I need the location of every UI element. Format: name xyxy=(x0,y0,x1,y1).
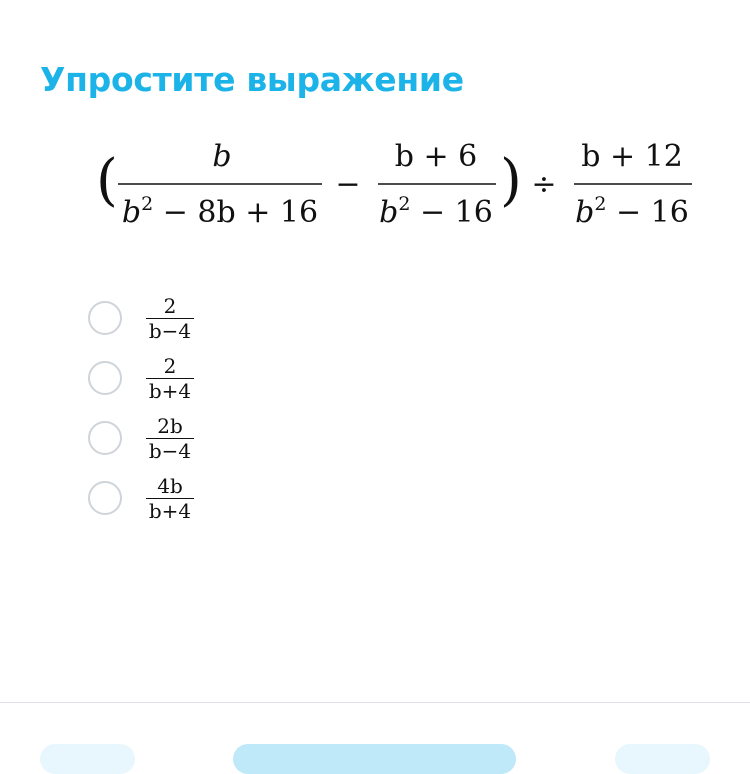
option-fraction xyxy=(146,355,194,402)
option-denominator: b−4 xyxy=(148,318,192,343)
frac3-denominator: $b^2 - 16$ xyxy=(575,193,689,230)
option-fraction xyxy=(146,415,194,462)
answer-option-2[interactable] xyxy=(88,348,194,408)
option-denominator: b−4 xyxy=(148,438,192,463)
minus-sign: − xyxy=(335,167,361,202)
answer-option-3[interactable] xyxy=(88,408,194,468)
frac2-denominator: $b^2 - 16$ xyxy=(379,193,493,230)
radio-button[interactable] xyxy=(88,481,122,515)
option-numerator: 2b xyxy=(157,413,183,438)
answer-options xyxy=(88,288,194,528)
option-fraction xyxy=(146,475,194,522)
open-paren: ( xyxy=(96,148,118,213)
option-numerator: 2 xyxy=(163,293,177,318)
math-expression xyxy=(96,136,706,236)
answer-option-4[interactable] xyxy=(88,468,194,528)
radio-button[interactable] xyxy=(88,361,122,395)
divide-sign: ÷ xyxy=(531,167,557,202)
frac1-numerator: b xyxy=(212,139,232,174)
option-denominator: b+4 xyxy=(148,378,192,403)
frac1-denominator: $b^2 - 8b + 16$ xyxy=(121,193,319,230)
next-button[interactable] xyxy=(615,744,710,774)
frac3-numerator: b + 12 xyxy=(581,139,683,174)
radio-button[interactable] xyxy=(88,421,122,455)
option-fraction xyxy=(146,295,194,342)
submit-button[interactable] xyxy=(233,744,516,774)
answer-option-1[interactable] xyxy=(88,288,194,348)
footer-divider xyxy=(0,702,750,703)
option-denominator: b+4 xyxy=(148,498,192,523)
frac2-numerator: b + 6 xyxy=(394,139,478,174)
expression-svg xyxy=(96,136,706,236)
option-numerator: 4b xyxy=(157,473,183,498)
previous-button[interactable] xyxy=(40,744,135,774)
task-title: Упростите выражение xyxy=(40,60,464,99)
close-paren: ) xyxy=(500,148,522,213)
radio-button[interactable] xyxy=(88,301,122,335)
option-numerator: 2 xyxy=(163,353,177,378)
